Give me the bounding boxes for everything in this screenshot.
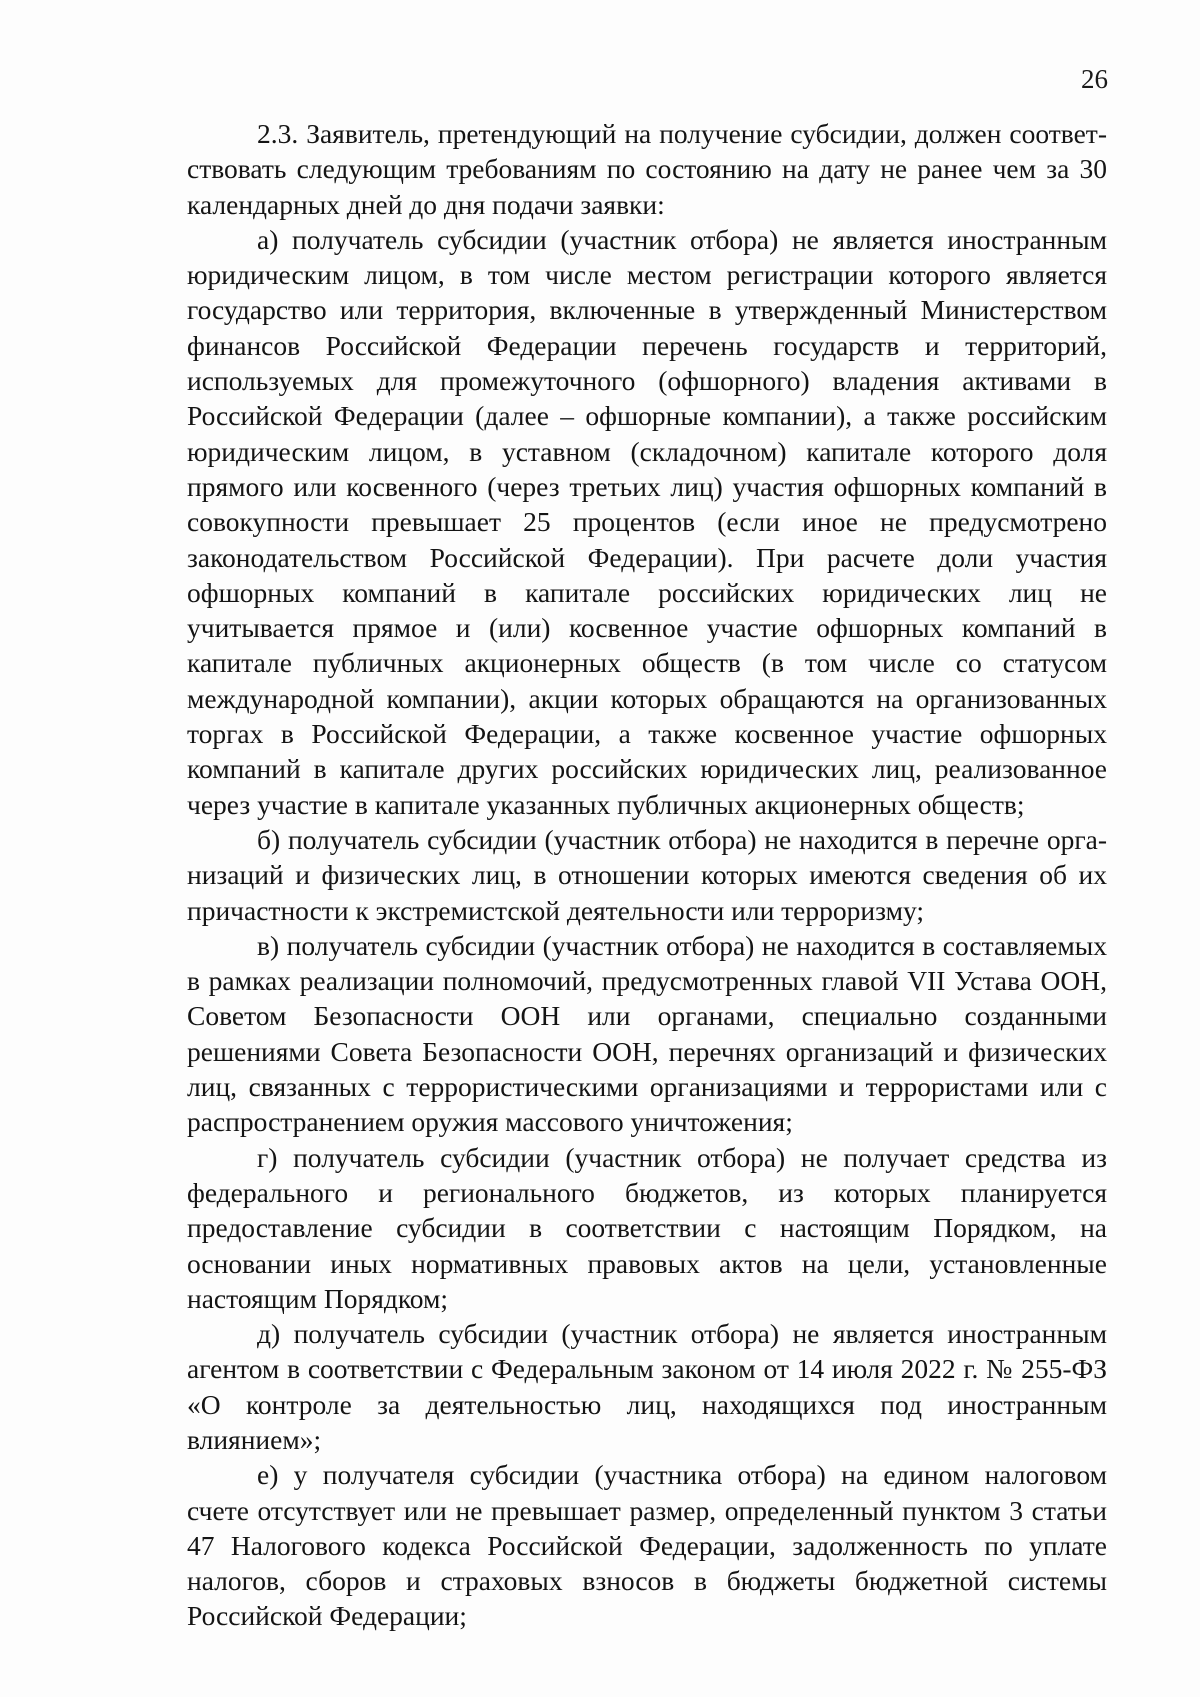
- paragraph-2-3: 2.3. Заявитель, претендующий на получение субсидии, должен соответствовать следующим требованиям по состоянию на дату не ранее чем за 30 календарных дней до дня подачи заявки:: [187, 118, 1107, 220]
- paragraph-item-g: г) получатель субсидии (участник отбора) не получает средства из федерального и регионального бюджетов, из которых планируется предоставление субсидии в соответствии с настоящим Порядком, на основании иных нормативных правовых актов на цели, установленные настоящим Порядком;: [187, 1141, 1107, 1314]
- paragraph-item-a: а) получатель субсидии (участник отбора) не является иностранным юридическим лицом, в том числе местом регистрации которого является государство или территория, включенные в утвержденный Министерством финансов Российской Федерации перечень государств и территорий, используемых для промежуточного (офшорного) владения активами в Российской Федерации (далее – офшорные компании), а также российским юридическим лицом, в уставном (складочном) капитале которого доля прямого или косвенного (через третьих лиц) участия офшорных компаний в совокупности превышает 25 процентов (если иное не предусмотрено законодательством Российской Федерации). При расчете доли участия офшорных компаний в капитале российских юридических лиц не учитывается прямое и (или) косвенное участие офшорных компаний в капитале публичных акционерных обществ (в том числе со статусом международной компании), акции которых обращаются на организованных торгах в Российской Федерации, а также косвенное участие офшорных компаний в капитале других российских юридических лиц, реализованное через участие в капитале указанных публичных акционерных обществ;: [187, 223, 1107, 820]
- paragraph-item-v: в) получатель субсидии (участник отбора) не находится в составляемых в рамках реализации полномочий, предусмотренных главой VII Устава ООН, Советом Безопасности ООН или органами, специально созданными решениями Совета Безопасности ООН, перечнях организаций и физических лиц, связанных с террористическими организациями и террористами или с распространением оружия массового уничтожения;: [187, 929, 1107, 1138]
- paragraph-item-d: д) получатель субсидии (участник отбора) не является иностранным агентом в соответствии с Федеральным законом от 14 июля 2022 г. № 255-ФЗ «О контроле за деятельностью лиц, находящихся под иностранным влиянием»;: [187, 1318, 1107, 1455]
- paragraph-item-b: б) получатель субсидии (участник отбора) не находится в перечне организаций и физических лиц, в отношении которых имеются сведения об их причастности к экстремистской деятельности или терроризму;: [187, 823, 1107, 926]
- document-body: [187, 116, 1107, 1634]
- paragraph-item-e: е) у получателя субсидии (участника отбора) на едином налоговом счете отсутствует или не превышает размер, определенный пунктом 3 статьи 47 Налогового кодекса Российской Федерации, задолженность по уплате налогов, сборов и страховых взносов в бюджеты бюджетной системы Российской Федерации;: [187, 1459, 1107, 1632]
- page-number: 26: [1081, 64, 1108, 94]
